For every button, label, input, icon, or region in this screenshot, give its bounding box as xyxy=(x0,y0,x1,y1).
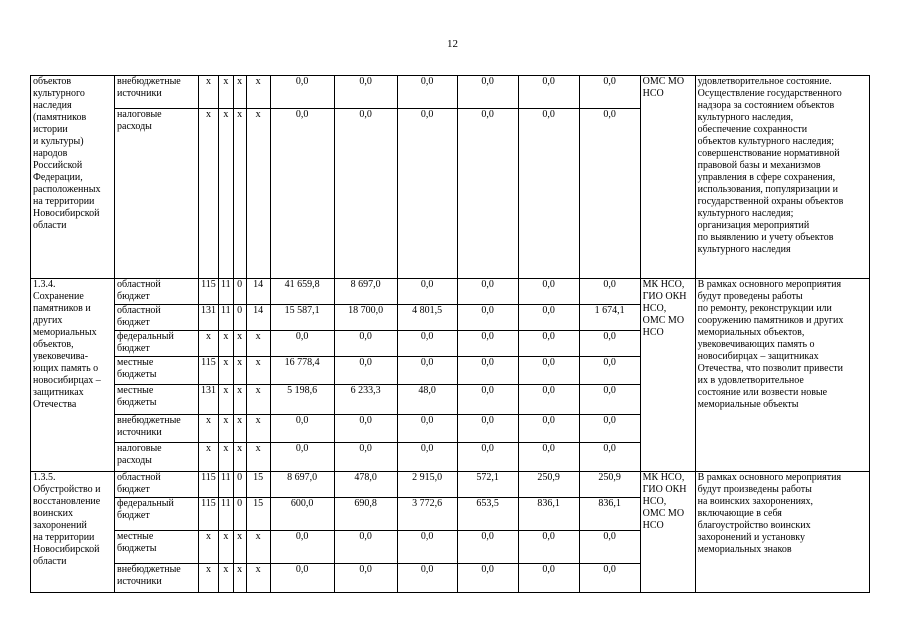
amount-cell: 0,0 xyxy=(334,76,397,109)
budget-code-cell: 14 xyxy=(246,279,270,305)
funding-source-cell: областной бюджет xyxy=(115,305,199,331)
amount-cell: 0,0 xyxy=(397,76,457,109)
amount-cell: 0,0 xyxy=(579,531,640,564)
amount-cell: 0,0 xyxy=(397,109,457,279)
funding-source-cell: местные бюджеты xyxy=(115,357,199,385)
budget-code-cell: х xyxy=(199,443,219,472)
amount-cell: 0,0 xyxy=(397,531,457,564)
amount-cell: 0,0 xyxy=(579,564,640,593)
budget-code-cell: х xyxy=(219,415,234,443)
amount-cell: 0,0 xyxy=(334,415,397,443)
amount-cell: 1 674,1 xyxy=(579,305,640,331)
amount-cell: 0,0 xyxy=(518,357,579,385)
amount-cell: 0,0 xyxy=(270,331,334,357)
table-row xyxy=(31,279,870,305)
amount-cell: 0,0 xyxy=(518,305,579,331)
amount-cell: 0,0 xyxy=(270,109,334,279)
amount-cell: 3 772,6 xyxy=(397,498,457,531)
budget-code-cell: х xyxy=(199,331,219,357)
expected-result-cell: удовлетворительное состояние. Осуществление государственного надзора за состоянием объектов культурного наследия, обеспечение сохранности объектов культурного наследия; совершенствование нормативной правовой базы и механизмов управления в сфере сохранения, использования, популяризации и государственной охраны объектов культурного наследия; организация мероприятий по выявлению и учету объектов культурного наследия xyxy=(695,76,869,279)
amount-cell: 0,0 xyxy=(518,531,579,564)
amount-cell: 0,0 xyxy=(457,415,518,443)
budget-code-cell: 115 xyxy=(199,279,219,305)
budget-code-cell: 14 xyxy=(246,305,270,331)
funding-source-cell: налоговые расходы xyxy=(115,109,199,279)
amount-cell: 0,0 xyxy=(579,385,640,415)
budget-code-cell: 131 xyxy=(199,385,219,415)
amount-cell: 0,0 xyxy=(397,331,457,357)
amount-cell: 0,0 xyxy=(334,443,397,472)
budget-code-cell: 0 xyxy=(233,279,246,305)
amount-cell: 0,0 xyxy=(518,415,579,443)
amount-cell: 0,0 xyxy=(397,415,457,443)
amount-cell: 0,0 xyxy=(334,531,397,564)
amount-cell: 0,0 xyxy=(397,443,457,472)
budget-code-cell: х xyxy=(219,357,234,385)
budget-code-cell: 11 xyxy=(219,279,234,305)
budget-code-cell: х xyxy=(233,357,246,385)
budget-code-cell: х xyxy=(246,357,270,385)
budget-code-cell: х xyxy=(233,331,246,357)
page-number: 12 xyxy=(447,38,458,50)
amount-cell: 0,0 xyxy=(579,109,640,279)
budget-code-cell: 11 xyxy=(219,305,234,331)
budget-code-cell: 15 xyxy=(246,498,270,531)
amount-cell: 0,0 xyxy=(270,564,334,593)
amount-cell: 0,0 xyxy=(334,109,397,279)
budget-code-cell: х xyxy=(233,385,246,415)
budget-code-cell: х xyxy=(233,564,246,593)
amount-cell: 0,0 xyxy=(270,443,334,472)
amount-cell: 0,0 xyxy=(457,357,518,385)
amount-cell: 836,1 xyxy=(518,498,579,531)
amount-cell: 0,0 xyxy=(579,331,640,357)
amount-cell: 0,0 xyxy=(518,279,579,305)
funding-source-cell: внебюджетные источники xyxy=(115,564,199,593)
budget-code-cell: х xyxy=(246,531,270,564)
budget-code-cell: 115 xyxy=(199,357,219,385)
amount-cell: 0,0 xyxy=(518,109,579,279)
amount-cell: 0,0 xyxy=(518,564,579,593)
amount-cell: 0,0 xyxy=(518,385,579,415)
amount-cell: 250,9 xyxy=(518,472,579,498)
budget-code-cell: 0 xyxy=(233,305,246,331)
amount-cell: 0,0 xyxy=(518,331,579,357)
amount-cell: 5 198,6 xyxy=(270,385,334,415)
amount-cell: 0,0 xyxy=(457,385,518,415)
amount-cell: 0,0 xyxy=(457,279,518,305)
executor-cell: ОМС МО НСО xyxy=(640,76,695,279)
table-body xyxy=(31,76,870,593)
amount-cell: 0,0 xyxy=(518,76,579,109)
amount-cell: 0,0 xyxy=(457,76,518,109)
budget-code-cell: х xyxy=(233,531,246,564)
amount-cell: 0,0 xyxy=(457,109,518,279)
table-row xyxy=(31,76,870,109)
budget-code-cell: х xyxy=(233,76,246,109)
amount-cell: 0,0 xyxy=(334,564,397,593)
expected-result-cell: В рамках основного мероприятия будут произведены работы на воинских захоронениях, включающие в себя благоустройство воинских захоронений и установку мемориальных знаков xyxy=(695,472,869,593)
amount-cell: 16 778,4 xyxy=(270,357,334,385)
budget-code-cell: х xyxy=(199,531,219,564)
amount-cell: 690,8 xyxy=(334,498,397,531)
amount-cell: 8 697,0 xyxy=(270,472,334,498)
amount-cell: 6 233,3 xyxy=(334,385,397,415)
budget-code-cell: х xyxy=(219,331,234,357)
amount-cell: 250,9 xyxy=(579,472,640,498)
budget-code-cell: х xyxy=(219,564,234,593)
activity-name-cell: объектов культурного наследия (памятников истории и культуры) народов Российской Федерации, расположенных на территории Новосибирской области xyxy=(31,76,115,279)
amount-cell: 653,5 xyxy=(457,498,518,531)
amount-cell: 836,1 xyxy=(579,498,640,531)
amount-cell: 41 659,8 xyxy=(270,279,334,305)
amount-cell: 600,0 xyxy=(270,498,334,531)
funding-source-cell: внебюджетные источники xyxy=(115,76,199,109)
amount-cell: 0,0 xyxy=(334,357,397,385)
budget-code-cell: 0 xyxy=(233,472,246,498)
amount-cell: 18 700,0 xyxy=(334,305,397,331)
funding-source-cell: местные бюджеты xyxy=(115,531,199,564)
amount-cell: 48,0 xyxy=(397,385,457,415)
budget-code-cell: х xyxy=(233,415,246,443)
amount-cell: 0,0 xyxy=(457,305,518,331)
expected-result-cell: В рамках основного мероприятия будут проведены работы по ремонту, реконструкции или сооружению памятников и других мемориальных объектов, увековечивающих память о новосибирцах – защитниках Отечества, что позволит привести их в удовлетворительное состояние или возвести новые мемориальные объекты xyxy=(695,279,869,472)
budget-code-cell: х xyxy=(219,443,234,472)
activity-name-cell: 1.3.4. Сохранение памятников и других мемориальных объектов, увековечива- ющих память о новосибирцах – защитниках Отечества xyxy=(31,279,115,472)
budget-code-cell: х xyxy=(246,415,270,443)
amount-cell: 0,0 xyxy=(518,443,579,472)
budget-code-cell: 115 xyxy=(199,498,219,531)
amount-cell: 0,0 xyxy=(457,443,518,472)
budget-code-cell: х xyxy=(199,564,219,593)
budget-code-cell: х xyxy=(246,109,270,279)
amount-cell: 0,0 xyxy=(270,76,334,109)
amount-cell: 0,0 xyxy=(579,357,640,385)
amount-cell: 0,0 xyxy=(579,443,640,472)
amount-cell: 0,0 xyxy=(334,331,397,357)
budget-code-cell: х xyxy=(219,76,234,109)
budget-code-cell: х xyxy=(219,531,234,564)
budget-code-cell: 115 xyxy=(199,472,219,498)
amount-cell: 0,0 xyxy=(457,564,518,593)
amount-cell: 478,0 xyxy=(334,472,397,498)
amount-cell: 572,1 xyxy=(457,472,518,498)
table-row xyxy=(31,472,870,498)
executor-cell: МК НСО, ГИО ОКН НСО, ОМС МО НСО xyxy=(640,472,695,593)
budget-code-cell: х xyxy=(233,443,246,472)
budget-code-cell: х xyxy=(219,385,234,415)
amount-cell: 0,0 xyxy=(270,531,334,564)
budget-code-cell: х xyxy=(199,109,219,279)
amount-cell: 0,0 xyxy=(397,564,457,593)
amount-cell: 15 587,1 xyxy=(270,305,334,331)
funding-source-cell: федеральный бюджет xyxy=(115,498,199,531)
amount-cell: 0,0 xyxy=(579,76,640,109)
funding-source-cell: внебюджетные источники xyxy=(115,415,199,443)
budget-code-cell: х xyxy=(233,109,246,279)
amount-cell: 0,0 xyxy=(270,415,334,443)
budget-code-cell: х xyxy=(246,564,270,593)
amount-cell: 0,0 xyxy=(579,279,640,305)
amount-cell: 4 801,5 xyxy=(397,305,457,331)
amount-cell: 0,0 xyxy=(457,331,518,357)
budget-code-cell: х xyxy=(199,415,219,443)
amount-cell: 0,0 xyxy=(397,357,457,385)
executor-cell: МК НСО, ГИО ОКН НСО, ОМС МО НСО xyxy=(640,279,695,472)
amount-cell: 8 697,0 xyxy=(334,279,397,305)
budget-code-cell: х xyxy=(246,385,270,415)
activity-name-cell: 1.3.5. Обустройство и восстановление воинских захоронений на территории Новосибирской области xyxy=(31,472,115,593)
amount-cell: 0,0 xyxy=(457,531,518,564)
budget-code-cell: х xyxy=(246,76,270,109)
funding-source-cell: налоговые расходы xyxy=(115,443,199,472)
amount-cell: 0,0 xyxy=(397,279,457,305)
budget-code-cell: 131 xyxy=(199,305,219,331)
budget-code-cell: 0 xyxy=(233,498,246,531)
funding-source-cell: местные бюджеты xyxy=(115,385,199,415)
budget-code-cell: 15 xyxy=(246,472,270,498)
budget-code-cell: х xyxy=(199,76,219,109)
program-table xyxy=(30,75,870,593)
amount-cell: 0,0 xyxy=(579,415,640,443)
budget-code-cell: 11 xyxy=(219,472,234,498)
budget-code-cell: х xyxy=(219,109,234,279)
funding-source-cell: федеральный бюджет xyxy=(115,331,199,357)
funding-source-cell: областной бюджет xyxy=(115,279,199,305)
amount-cell: 2 915,0 xyxy=(397,472,457,498)
budget-code-cell: х xyxy=(246,443,270,472)
funding-source-cell: областной бюджет xyxy=(115,472,199,498)
budget-code-cell: 11 xyxy=(219,498,234,531)
budget-code-cell: х xyxy=(246,331,270,357)
